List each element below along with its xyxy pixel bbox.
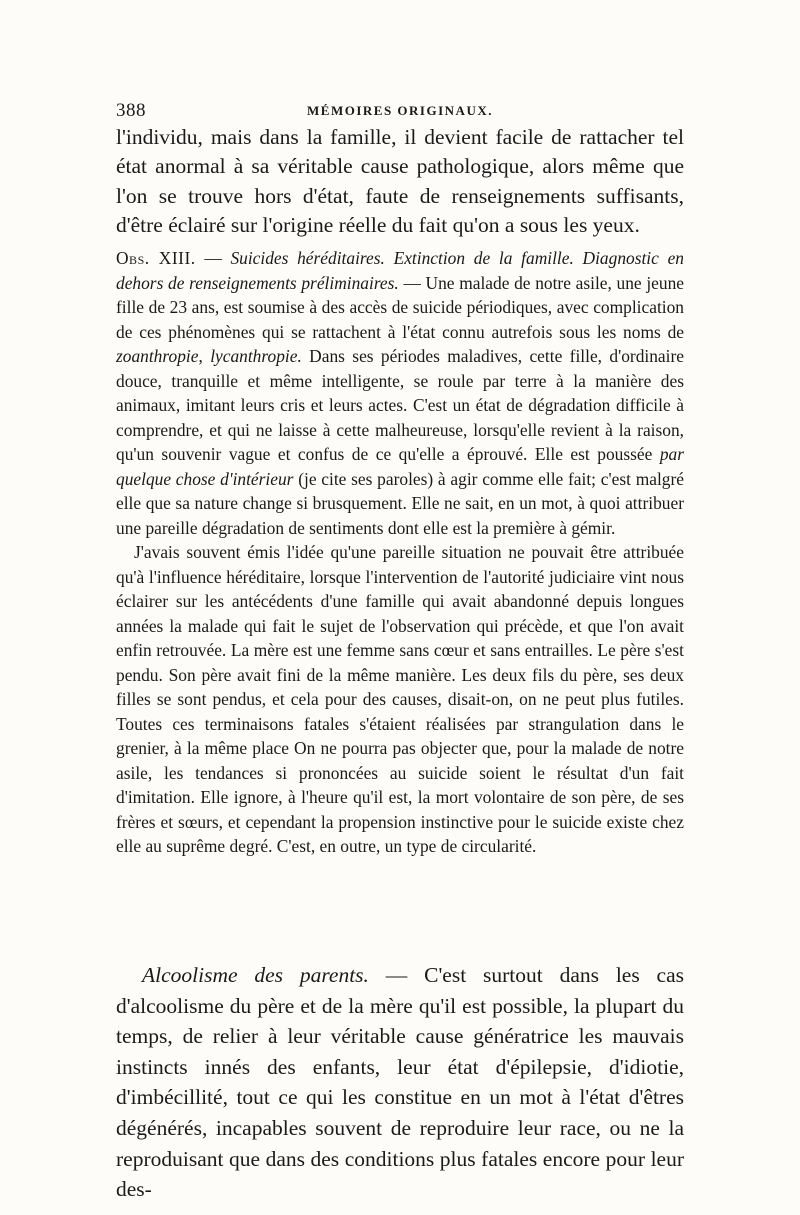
observation-quote: par quelque chose d'intérieur [116, 444, 684, 489]
observation-text-1: — Une malade de notre asile, une jeune fille de 23 ans, est soumise à des accès de suicide périodiques, avec complication de ces phénomènes qui se rattachent à l'état connu autrefois sous les noms de [116, 272, 684, 342]
term-zoanthropie: zoanthropie [116, 346, 199, 366]
observation-block [116, 246, 684, 859]
alcoolisme-text: — C'est surtout dans les cas d'alcoolisme du père et de la mère qu'il est possible, la plupart du temps, de relier à leur véritable cause génératrice les mauvais instincts innés des enfants, leur état d'épilepsie, d'idiotie, d'imbécillité, tout ce qui les constitue en un mot à l'état d'êtres dégénérés, incapables souvent de reproduire leur race, ou ne la reproduisant que dans des conditions plus fatales encore pour leur des- [116, 963, 684, 1202]
observation-paragraph-1 [116, 246, 684, 540]
alcoolisme-heading: Alcoolisme des parents. [142, 963, 369, 987]
page-number: 388 [116, 100, 146, 121]
term-lycanthropie: lycanthropie. [210, 346, 302, 366]
observation-dash: — [195, 248, 231, 268]
observation-text-2: Dans ses périodes maladives, cette fille, d'ordinaire douce, tranquille et même intelligente, se roule par terre à la manière des animaux, imitant leurs cris et leurs actes. C'est un état de dégradation difficile à comprendre, et qui ne laisse à cette malheureuse, lorsqu'elle revient à la raison, qu'un souvenir vague et confus de ce qu'elle a éprouvé. Elle est poussée [116, 346, 684, 464]
intro-paragraph: l'individu, mais dans la famille, il devient facile de rattacher tel état anormal à sa véritable cause pathologique, alors même que l'on se trouve hors d'état, faute de renseignements suffisants, d'être éclairé sur l'origine réelle du fait qu'on a sous les yeux. [116, 125, 684, 238]
observation-paragraph-2: J'avais souvent émis l'idée qu'une pareille situation ne pouvait être attribuée qu'à l'influence héréditaire, lorsque l'intervention de l'autorité judiciaire vint nous éclairer sur les antécédents d'une famille qui avait abandonné depuis longues années la malade qui fait le sujet de l'observation qui précède, et que l'on avait enfin retrouvée. La mère est une femme sans cœur et sans entrailles. Le père s'est pendu. Son père avait fini de la même manière. Les deux fils du père, ses deux filles se sont pendus, et cela pour des causes, disait-on, on ne peut plus futiles. Toutes ces terminaisons fatales s'étaient réalisées par strangulation dans le grenier, à la même place On ne pourra pas objecter que, pour la malade de notre asile, les tendances si prononcées au suicide soient le résultat d'un fait d'imitation. Elle ignore, à l'heure qu'il est, la mort volontaire de son père, de ses frères et sœurs, et cependant la propension instinctive pour le suicide existe chez elle au suprême degré. C'est, en outre, un type de circularité. [116, 542, 684, 856]
running-head: MÉMOIRES ORIGINAUX. [307, 103, 493, 118]
term-separator: , [198, 346, 211, 366]
observation-title: Suicides héréditaires. Extinction de la famille. Diagnostic en dehors de renseignements préliminaires. [116, 248, 684, 293]
observation-text-3: (je cite ses paroles) à agir comme elle fait; c'est malgré elle que sa nature change si brusquement. Elle ne sait, en un mot, à quoi attribuer une pareille dégradation de sentiments dont elle est la première à gémir. [116, 468, 684, 538]
observation-label: Obs. XIII. [116, 248, 196, 268]
alcoolisme-paragraph [116, 960, 684, 1205]
page-header [116, 100, 684, 122]
